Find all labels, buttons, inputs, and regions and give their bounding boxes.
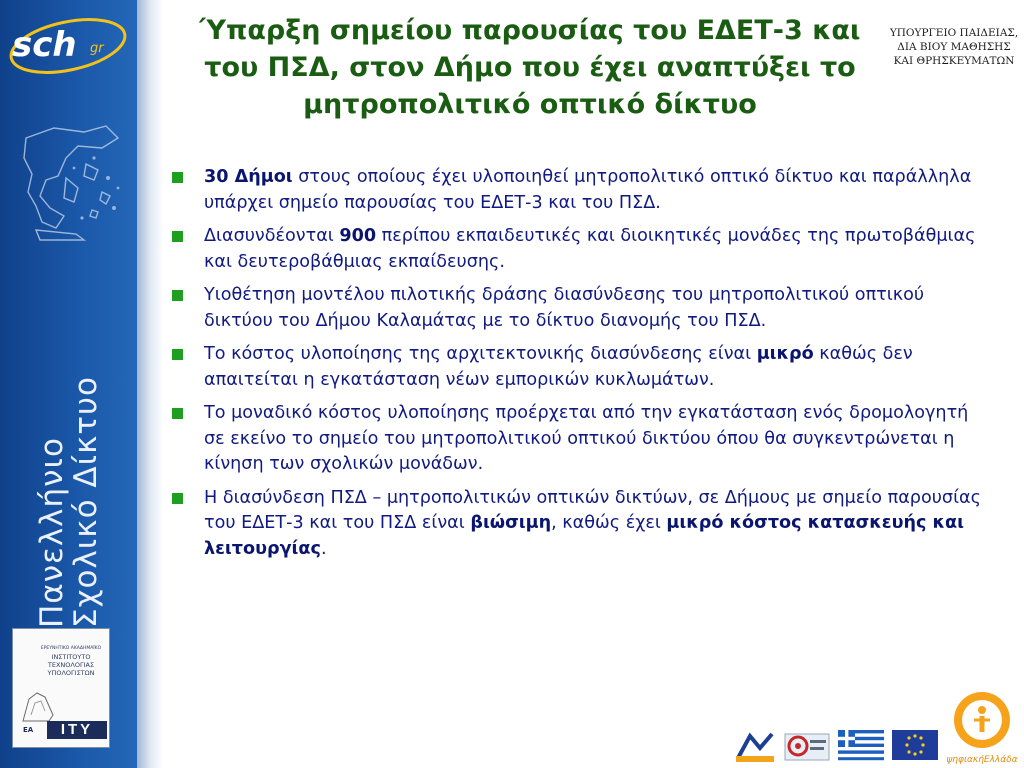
bullet-square-icon <box>172 231 183 242</box>
bullet-square-icon <box>172 290 183 301</box>
sidebar-edge <box>137 0 163 768</box>
bullet-text: Το μοναδικό κόστος υλοποίησης προέρχεται από την εγκατάσταση ενός δρομολογητή σε εκείνο το σημείο του μητροπολιτικού οπτικού δικτύου όπου θα συγκεντρώνεται η κίνηση των σχολικών μονάδων. <box>204 403 969 474</box>
sch-logo[interactable] <box>6 12 130 76</box>
greek-flag-icon[interactable] <box>838 728 884 762</box>
title-line2: του ΠΣΔ, στον Δήμο που έχει αναπτύξει το <box>204 52 856 83</box>
vertical-title <box>34 290 104 630</box>
bullet-square-icon <box>172 349 183 360</box>
bullet-bold: 30 Δήμοι <box>204 167 293 187</box>
digital-greece-text: ψηφιακήΕλλάδα <box>946 755 1018 765</box>
bullet-text: καθώς δεν απαιτείται η εγκατάσταση νέων εμπορικών κυκλωμάτων. <box>204 344 913 390</box>
bullet-bold: βιώσιμη <box>470 513 552 533</box>
olympic-logo-icon[interactable] <box>732 728 778 764</box>
slide-title <box>165 12 895 123</box>
sidebar <box>0 0 137 768</box>
logo-text: sch <box>12 25 77 65</box>
bullet-text: Το κόστος υλοποίησης της αρχιτεκτονικής διασύνδεσης είναι <box>204 344 757 364</box>
bullet-text: Διασυνδέονται <box>204 226 340 246</box>
bullet-list <box>172 165 992 570</box>
institute-sketch-icon <box>19 685 59 725</box>
bullet-item <box>172 283 992 334</box>
institute-logo[interactable] <box>12 628 110 748</box>
vertical-title-line2: Σχολικό Δίκτυο <box>68 376 104 628</box>
bullet-text: . <box>320 538 327 559</box>
institute-line: ΙΝΣΤΙΤΟΥΤΟ <box>51 653 91 661</box>
institute-lines <box>35 645 107 677</box>
bullet-item <box>172 342 992 393</box>
ministry-line3: ΚΑΙ ΘΡΗΣΚΕΥΜΑΤΩΝ <box>893 55 1015 67</box>
bullet-text: στους οποίους έχει υλοποιηθεί μητροπολιτικό οπτικό δίκτυο και παράλληλα υπάρχει σημείο παρουσίας του ΕΔΕΤ-3 και του ΠΣΔ. <box>204 167 972 213</box>
bullet-bold: 900 <box>339 226 377 246</box>
ministry-line1: ΥΠΟΥΡΓΕΙΟ ΠΑΙΔΕΙΑΣ, <box>889 27 1019 39</box>
bullet-text: περίπου εκπαιδευτικές και διοικητικές μονάδες της πρωτοβάθμιας και δευτεροβάθμιας εκπαίδευσης. <box>204 226 976 272</box>
bullet-square-icon <box>172 172 183 183</box>
institute-badge: ΙΤΥ <box>47 721 107 739</box>
footer-logos <box>732 728 942 764</box>
ministry-line2: ΔΙΑ ΒΙΟΥ ΜΑΘΗΣΗΣ <box>897 41 1011 53</box>
bullet-item <box>172 165 992 216</box>
bullet-item <box>172 401 992 478</box>
bullet-bold: μικρό κόστος κατασκευής και λειτουργίας <box>204 513 964 559</box>
title-line1: Ύπαρξη σημείου παρουσίας του ΕΔΕΤ-3 και <box>199 15 861 46</box>
institute-line: ΥΠΟΛΟΓΙΣΤΩΝ <box>47 669 95 677</box>
institute-line: ΕΡΕΥΝΗΤΙΚΟ ΑΚΑΔΗΜΑΪΚΟ <box>40 646 102 651</box>
bullet-text: Υιοθέτηση μοντέλου πιλοτικής δράσης διασύνδεσης του μητροπολιτικού οπτικού δικτύου του Δήμου Καλαμάτας με το δίκτυο διανομής του ΠΣΔ. <box>204 285 925 331</box>
bullet-text: , καθώς έχει <box>551 513 667 533</box>
email-logo-icon[interactable] <box>784 728 830 764</box>
bullet-item <box>172 224 992 275</box>
vertical-title-line1: Πανελλήνιο <box>34 437 70 628</box>
greece-map-icon <box>6 118 130 248</box>
ministry-header <box>884 26 1024 68</box>
title-line3: μητροπολιτικό οπτικό δίκτυο <box>303 89 757 120</box>
institute-line: ΤΕΧΝΟΛΟΓΙΑΣ <box>47 661 95 669</box>
digital-greece-logo[interactable] <box>944 688 1020 766</box>
eu-flag-icon[interactable] <box>892 728 938 762</box>
institute-prefix: ΕΑ <box>23 726 34 734</box>
bullet-square-icon <box>172 493 183 504</box>
logo-sub: gr <box>90 41 104 56</box>
bullet-text: Η διασύνδεση ΠΣΔ – μητροπολιτικών οπτικών δικτύων, σε Δήμους με σημείο παρουσίας του ΕΔΕΤ-3 και του ΠΣΔ είναι <box>204 487 981 533</box>
bullet-item <box>172 486 992 563</box>
bullet-square-icon <box>172 408 183 419</box>
bullet-bold: μικρό <box>756 344 814 364</box>
